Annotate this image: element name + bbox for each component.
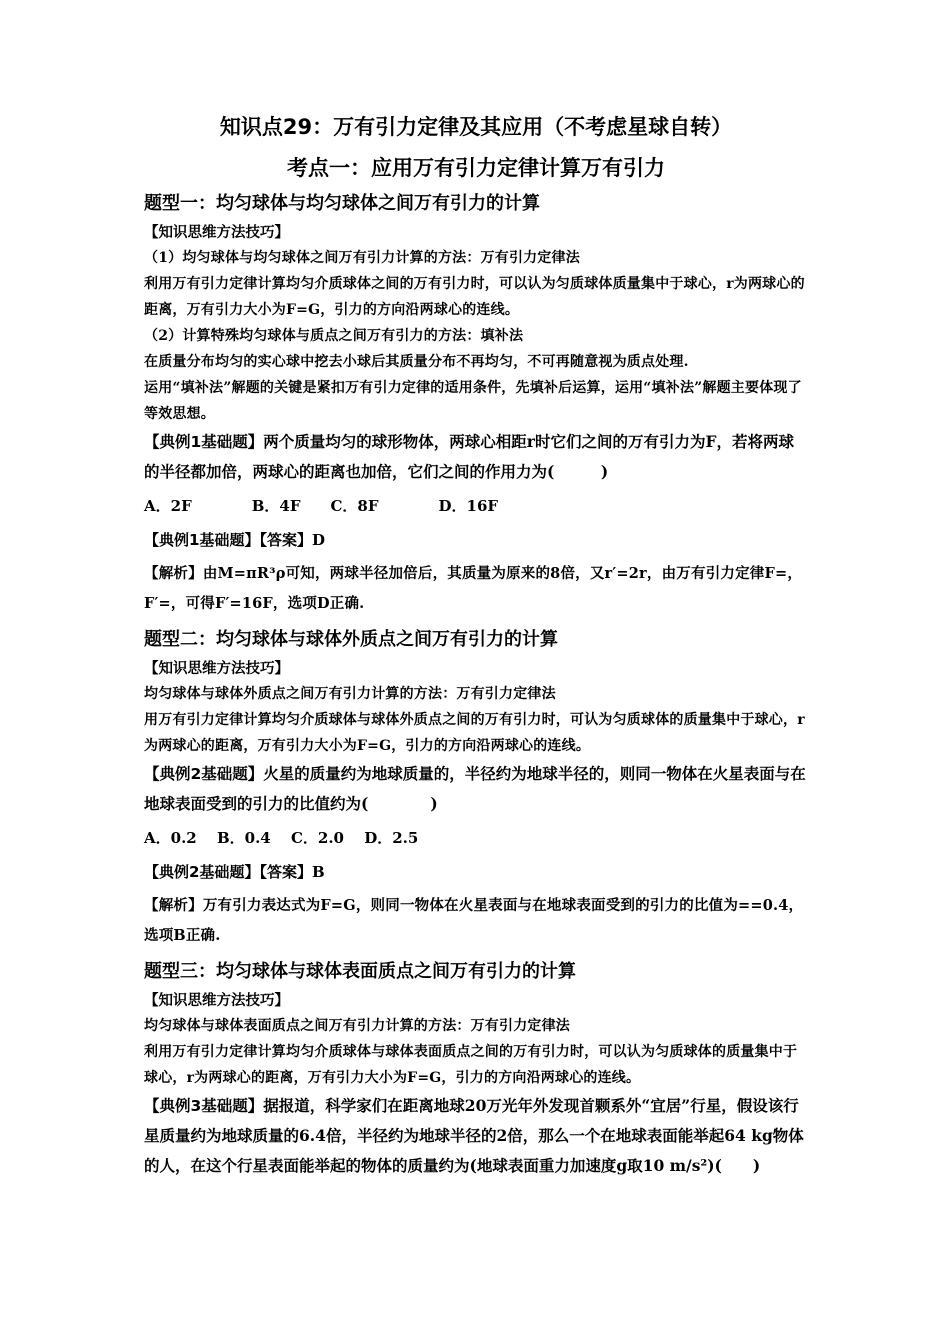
section-1-line-2: 利用万有引力定律计算均匀介质球体之间的万有引力时，可以认为匀质球体质量集中于球心，r为两球心的距离，万有引力大小为F=G，引力的方向沿两球心的连线。 [144, 276, 805, 318]
example-1-solution-label: 【解析】 [144, 566, 203, 582]
example-3-text: 据报道，科学家们在距离地球20万光年外发现首颗系外“宜居”行星，假设该行星质量约为地球质量的6.4倍，半径约为地球半径的2倍，那么一个在地球表面能举起64 kg物体的人，在这个行星表面能举起的物体的质量约为(地球表面重力加速度g取10 m/s²)( ) [144, 1096, 804, 1175]
example-3-question [144, 1091, 808, 1181]
section-1-line-4: 在质量分布均匀的实心球中挖去小球后其质量分布不再均匀，不可再随意视为质点处理. [144, 354, 689, 370]
example-2-solution [144, 891, 808, 951]
section-1-heading: 题型一：均匀球体与均匀球体之间万有引力的计算 [144, 193, 540, 214]
example-2-solution-label: 【解析】 [144, 898, 203, 914]
page-subtitle: 考点一：应用万有引力定律计算万有引力 [287, 156, 665, 180]
section-1-line-3: （2）计算特殊均匀球体与质点之间万有引力的方法：填补法 [144, 328, 524, 344]
section-2-method-tag: 【知识思维方法技巧】 [144, 661, 289, 677]
section-1-line-5: 运用“填补法”解题的关键是紧扣万有引力定律的适用条件，先填补后运算，运用“填补法”解题主要体现了等效思想。 [144, 380, 802, 422]
example-1-options: A．2F B．4F C．8F D．16F [144, 497, 499, 515]
example-1-label: 【典例1基础题】 [144, 433, 264, 451]
example-1-answer-value: D [311, 531, 325, 549]
section-3-heading: 题型三：均匀球体与球体表面质点之间万有引力的计算 [144, 961, 576, 982]
page-title: 知识点29：万有引力定律及其应用（不考虑星球自转） [219, 115, 733, 139]
example-2-answer [144, 857, 808, 887]
example-1-solution [144, 559, 808, 619]
example-3-label: 【典例3基础题】 [144, 1097, 264, 1115]
example-1-answer [144, 525, 808, 555]
document-content [144, 112, 808, 1181]
example-2-solution-text: 万有引力表达式为F=G，则同一物体在火星表面与在地球表面受到的引力的比值为==0.4，选项B正确. [144, 897, 804, 944]
section-3-method-tag: 【知识思维方法技巧】 [144, 993, 289, 1009]
section-1-method-tag: 【知识思维方法技巧】 [144, 225, 289, 241]
section-1 [144, 191, 808, 619]
section-3-line-2: 利用万有引力定律计算均匀介质球体与球体表面质点之间的万有引力时，可以认为匀质球体的质量集中于球心，r为两球心的距离，万有引力大小为F=G，引力的方向沿两球心的连线。 [144, 1044, 798, 1086]
example-1-text: 两个质量均匀的球形物体，两球心相距r时它们之间的万有引力为F，若将两球的半径都加倍，两球心的距离也加倍，它们之间的作用力为( ) [144, 432, 794, 481]
section-2 [144, 627, 808, 951]
section-3-line-1: 均匀球体与球体表面质点之间万有引力计算的方法：万有引力定律法 [144, 1018, 570, 1034]
example-1-solution-text: 由M=πR³ρ可知，两球半径加倍后，其质量为原来的8倍，又r′=2r，由万有引力定律F=，F′=，可得F′=16F，选项D正确. [144, 565, 803, 612]
section-1-line-1: （1）均匀球体与均匀球体之间万有引力计算的方法：万有引力定律法 [144, 250, 580, 266]
example-2-text: 火星的质量约为地球质量的，半径约为地球半径的，则同一物体在火星表面与在地球表面受到的引力的比值约为( ) [144, 764, 806, 813]
example-2-options: A．0.2 B．0.4 C．2.0 D．2.5 [144, 829, 419, 847]
section-3 [144, 959, 808, 1181]
example-2-question [144, 759, 808, 819]
section-2-line-2: 用万有引力定律计算均匀介质球体与球体外质点之间的万有引力时，可认为匀质球体的质量集中于球心，r为两球心的距离，万有引力大小为F=G，引力的方向沿两球心的连线。 [144, 712, 805, 754]
example-1-question [144, 427, 808, 487]
section-2-heading: 题型二：均匀球体与球体外质点之间万有引力的计算 [144, 629, 558, 650]
example-2-answer-label: 【典例2基础题】【答案】 [144, 863, 312, 881]
example-1-answer-label: 【典例1基础题】【答案】 [144, 531, 312, 549]
example-2-answer-value: B [311, 863, 325, 881]
section-2-line-1: 均匀球体与球体外质点之间万有引力计算的方法：万有引力定律法 [144, 686, 556, 702]
example-2-label: 【典例2基础题】 [144, 765, 264, 783]
